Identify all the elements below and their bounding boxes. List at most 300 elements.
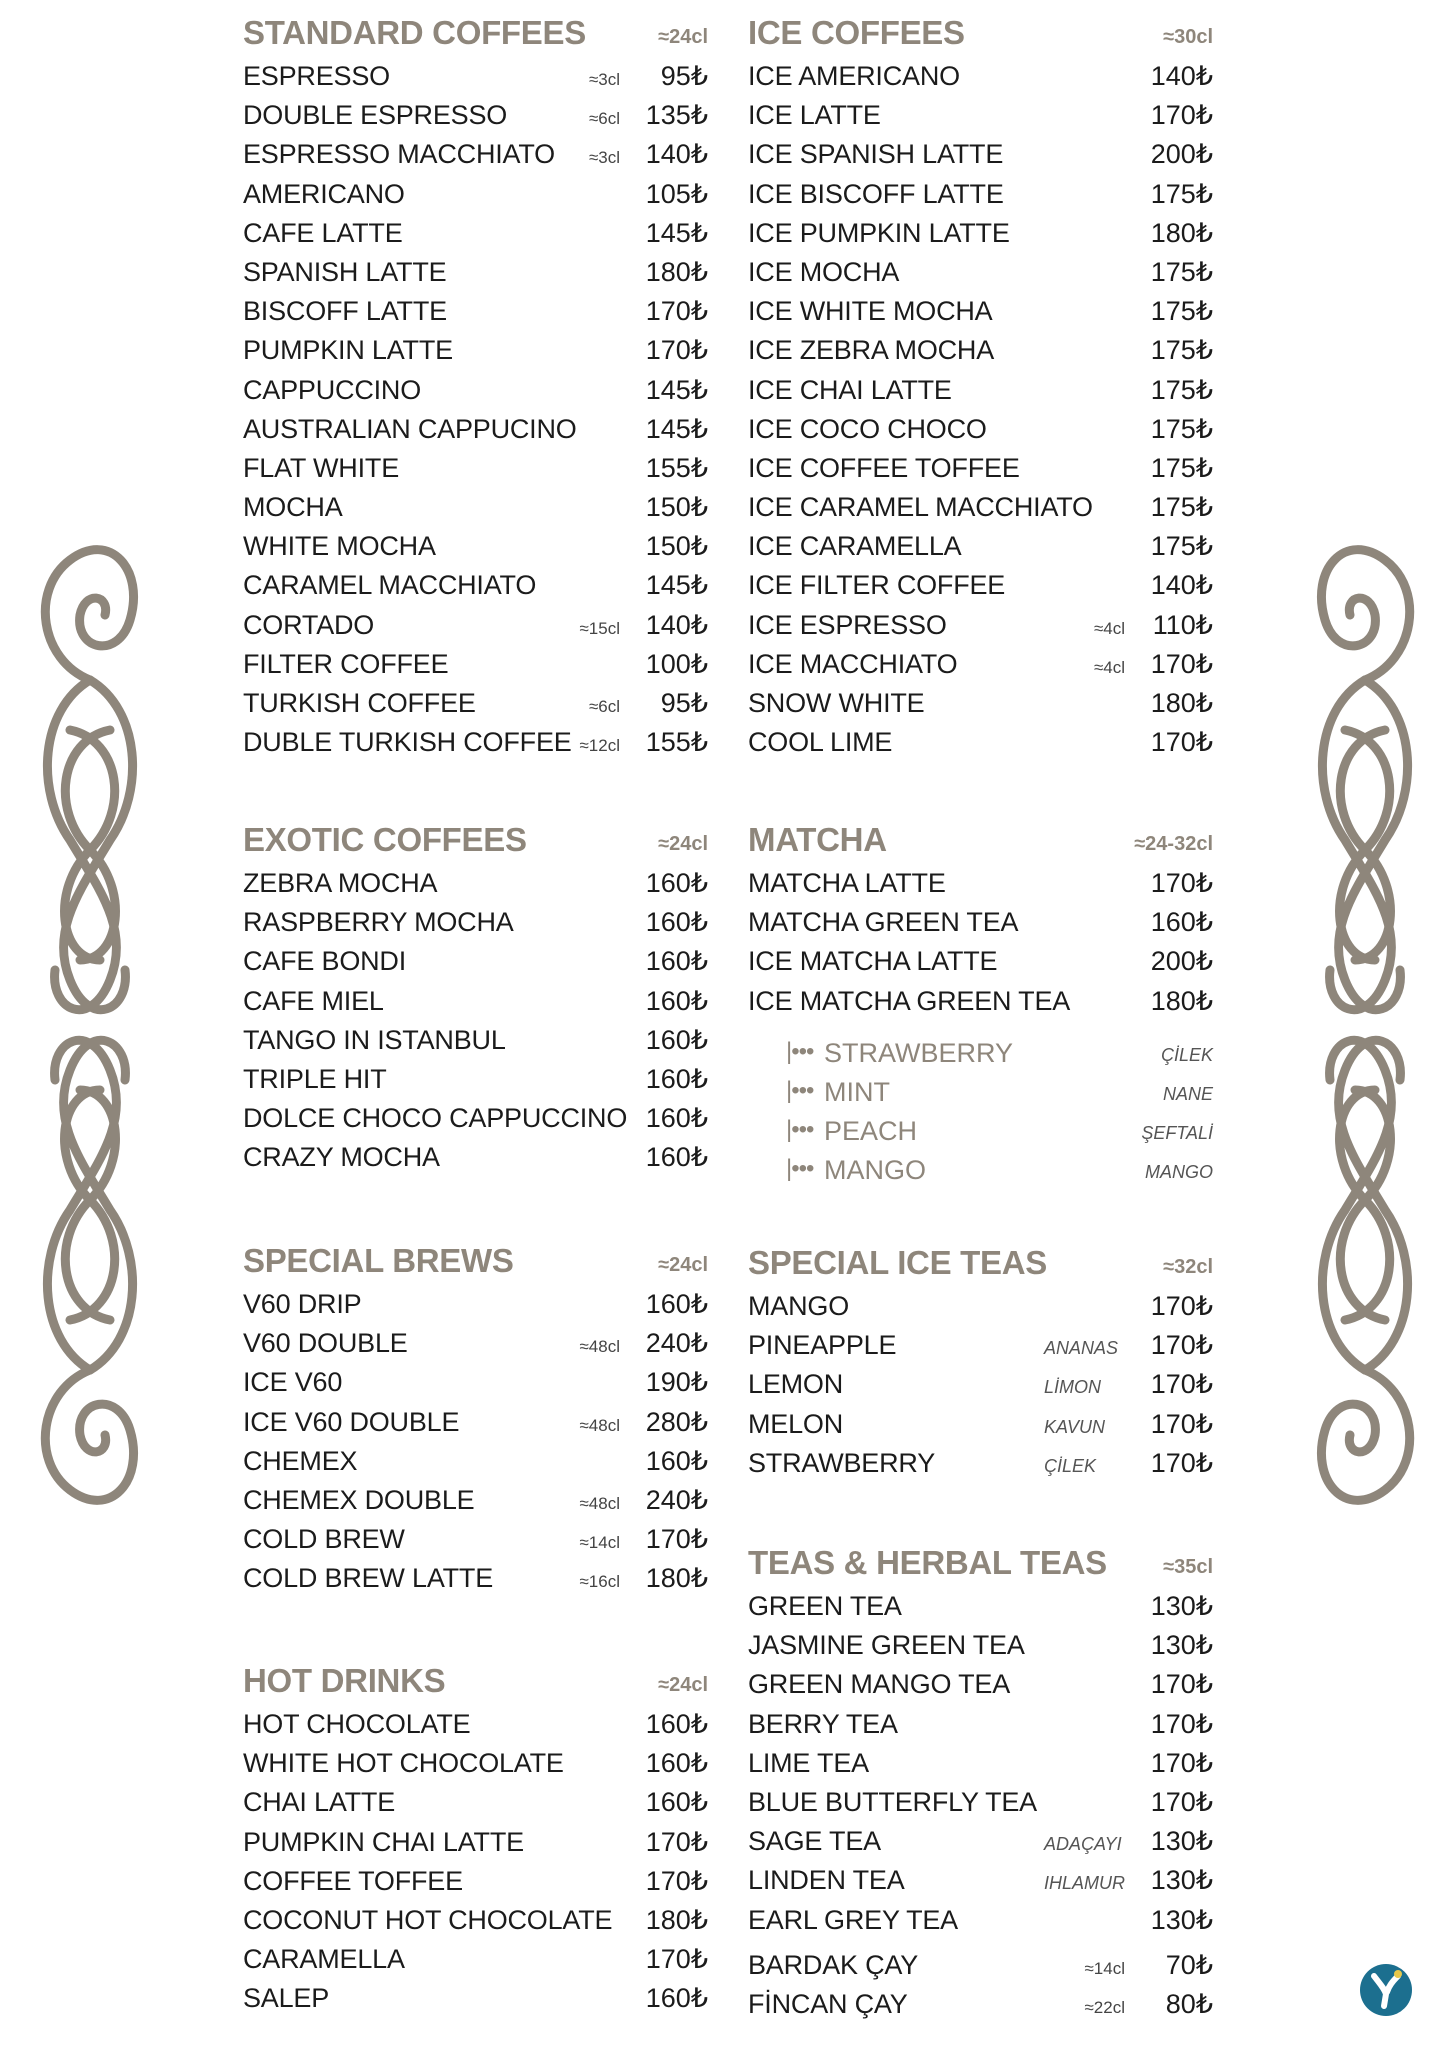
item-name: ICE COCO CHOCO: [748, 413, 987, 444]
item-price: 110₺: [1152, 609, 1213, 640]
item-volume: ≈16cl: [579, 1572, 620, 1592]
menu-item: [243, 252, 708, 291]
item-name: ICE WHITE MOCHA: [748, 296, 993, 327]
menu-item: [748, 252, 1213, 291]
item-volume: ≈48cl: [579, 1337, 620, 1357]
item-price: 240₺: [645, 1328, 708, 1359]
item-price: 160₺: [645, 907, 708, 938]
item-price: 175₺: [1150, 256, 1213, 287]
item-price: 130₺: [1150, 1865, 1213, 1896]
item-volume: ≈4cl: [1093, 657, 1125, 677]
item-price: 180₺: [1150, 688, 1213, 718]
item-name: ICE V60 DOUBLE: [243, 1406, 460, 1437]
menu-item: [748, 1625, 1213, 1664]
item-name: MANGO: [748, 1291, 850, 1321]
menu-item: [243, 1519, 708, 1558]
item-volume: ≈14cl: [1084, 1958, 1125, 1978]
menu-item: [748, 1325, 1213, 1364]
item-name: CAFE BONDI: [243, 946, 407, 977]
menu-item: [748, 487, 1213, 526]
item-price: 80₺: [1165, 1988, 1213, 2019]
menu-item: [748, 1664, 1213, 1703]
menu-item: [243, 1978, 708, 2017]
menu-item: [748, 1860, 1213, 1899]
menu-item: [243, 1059, 708, 1098]
flavor-item: [786, 1032, 1213, 1071]
item-price: 140₺: [1150, 61, 1213, 91]
menu-item: [243, 487, 708, 526]
item-name: CARAMELLA: [243, 1944, 405, 1975]
item-name: EARL GREY TEA: [748, 1904, 958, 1935]
item-price: 130₺: [1150, 1826, 1213, 1857]
item-alt-name: IHLAMUR: [1044, 1873, 1126, 1894]
item-name: CAPPUCCINO: [243, 374, 422, 405]
item-price: 150₺: [645, 492, 708, 523]
item-name: HOT CHOCOLATE: [243, 1709, 471, 1739]
item-name: COFFEE TOFFEE: [243, 1865, 463, 1896]
menu-item: [243, 1020, 708, 1059]
item-name: ESPRESSO MACCHIATO: [243, 139, 555, 170]
menu-item: [748, 291, 1213, 330]
item-name: TANGO IN ISTANBUL: [243, 1024, 506, 1055]
item-price: 170₺: [1150, 868, 1213, 898]
flavor-name: |••• MINT: [824, 1077, 890, 1108]
item-price: 180₺: [1150, 217, 1213, 248]
section-title: STANDARD COFFEES: [243, 14, 586, 51]
item-name: CHAI LATTE: [243, 1787, 396, 1818]
section-volume: ≈32cl: [1163, 1256, 1213, 1278]
menu-item-list: [243, 863, 708, 1177]
item-volume: ≈12cl: [579, 736, 620, 756]
flavor-alt-name: ÇİLEK: [1160, 1044, 1213, 1065]
item-name: CARAMEL MACCHIATO: [243, 570, 537, 601]
item-name: COOL LIME: [748, 727, 893, 758]
menu-item: [243, 565, 708, 604]
menu-item: [243, 1480, 708, 1519]
item-price: 170₺: [1150, 648, 1213, 679]
right-column: [748, 0, 1213, 2019]
item-name: V60 DRIP: [243, 1289, 362, 1319]
item-volume: ≈4cl: [1093, 618, 1125, 638]
section-ice-coffees: [748, 0, 1213, 761]
item-price: 160₺: [645, 868, 708, 898]
item-price: 155₺: [645, 727, 708, 758]
menu-item: [243, 1558, 708, 1597]
item-price: 135₺: [645, 100, 708, 131]
item-name: V60 DOUBLE: [243, 1328, 408, 1359]
menu-item: [748, 448, 1213, 487]
menu-item: [243, 1704, 708, 1743]
section-hot-drinks: [243, 1648, 708, 2018]
item-price: 160₺: [645, 1103, 708, 1134]
item-price: 95₺: [660, 61, 708, 91]
section-volume: ≈24cl: [658, 1674, 708, 1696]
item-name: LINDEN TEA: [748, 1865, 905, 1896]
item-name: ICE FILTER COFFEE: [748, 570, 1006, 601]
item-price: 170₺: [1150, 1447, 1213, 1478]
item-price: 155₺: [645, 452, 708, 483]
item-name: FILTER COFFEE: [243, 648, 449, 679]
item-name: JASMINE GREEN TEA: [748, 1630, 1025, 1661]
item-price: 145₺: [645, 217, 708, 248]
menu-item: [243, 1822, 708, 1861]
item-name: DOUBLE ESPRESSO: [243, 100, 508, 131]
swirl-ornament-icon: [1305, 510, 1425, 1540]
section-volume: ≈35cl: [1163, 1556, 1213, 1578]
item-name: PINEAPPLE: [748, 1330, 897, 1361]
menu-item: [243, 95, 708, 134]
menu-item: [243, 56, 708, 95]
item-name: ICE AMERICANO: [748, 61, 960, 91]
item-price: 105₺: [645, 178, 708, 209]
flavor-name: |••• STRAWBERRY: [824, 1038, 1013, 1069]
section-exotic-coffees: [243, 807, 708, 1177]
item-volume: ≈48cl: [579, 1415, 620, 1435]
flavor-name: |••• MANGO: [824, 1155, 926, 1186]
item-name: COLD BREW: [243, 1524, 405, 1555]
menu-item: [243, 605, 708, 644]
item-name: RASPBERRY MOCHA: [243, 907, 514, 938]
menu-item: [243, 1323, 708, 1362]
item-volume: ≈3cl: [588, 70, 620, 89]
item-name: ICE CARAMELLA: [748, 531, 962, 562]
menu-item: [243, 981, 708, 1020]
menu-item: [748, 134, 1213, 173]
item-price: 200₺: [1150, 946, 1213, 977]
menu-item: [243, 330, 708, 369]
menu-item: [748, 1782, 1213, 1821]
item-name: BARDAK ÇAY: [748, 1949, 919, 1980]
item-name: CRAZY MOCHA: [243, 1142, 440, 1173]
menu-item: [748, 213, 1213, 252]
menu-item: [748, 941, 1213, 980]
item-name: ICE LATTE: [748, 100, 881, 131]
item-volume: ≈6cl: [588, 697, 620, 716]
item-name: MATCHA LATTE: [748, 868, 946, 898]
item-name: COCONUT HOT CHOCOLATE: [243, 1904, 613, 1935]
section-teas: [748, 1530, 1213, 2023]
item-name: ICE PUMPKIN LATTE: [748, 217, 1010, 248]
item-name: SPANISH LATTE: [243, 256, 447, 287]
section-title: SPECIAL BREWS: [243, 1242, 514, 1279]
item-volume: ≈14cl: [579, 1533, 620, 1553]
item-price: 170₺: [1150, 1669, 1213, 1700]
menu-item: [748, 565, 1213, 604]
item-price: 130₺: [1150, 1630, 1213, 1661]
item-name: SALEP: [243, 1983, 330, 2014]
menu-item: [748, 605, 1213, 644]
item-price: 140₺: [645, 609, 708, 640]
menu-item: [243, 1900, 708, 1939]
item-name: LIME TEA: [748, 1747, 869, 1778]
section-volume: ≈24-32cl: [1134, 833, 1213, 855]
menu-item: [243, 722, 708, 761]
item-name: COLD BREW LATTE: [243, 1563, 494, 1594]
item-price: 175₺: [1150, 492, 1213, 523]
flavor-item: [786, 1071, 1213, 1110]
menu-item: [748, 722, 1213, 761]
item-price: 140₺: [1150, 570, 1213, 601]
menu-item: [748, 526, 1213, 565]
menu-item: [748, 174, 1213, 213]
section-header: [748, 1530, 1213, 1586]
menu-item: [243, 174, 708, 213]
item-price: 150₺: [645, 531, 708, 562]
menu-item: [243, 1284, 708, 1323]
item-name: CHEMEX DOUBLE: [243, 1484, 475, 1515]
item-price: 170₺: [1150, 727, 1213, 758]
item-name: DOLCE CHOCO CAPPUCCINO: [243, 1103, 628, 1134]
item-name: ZEBRA MOCHA: [243, 868, 438, 898]
item-volume: ≈22cl: [1084, 1997, 1125, 2017]
item-name: CHEMEX: [243, 1445, 358, 1476]
item-name: STRAWBERRY: [748, 1447, 936, 1478]
item-name: FLAT WHITE: [243, 452, 400, 483]
item-name: ICE V60: [243, 1367, 343, 1398]
menu-item: [243, 1861, 708, 1900]
menu-item: [243, 644, 708, 683]
menu-item: [748, 1945, 1213, 1984]
item-name: ICE MOCHA: [748, 256, 900, 287]
section-header: [243, 1228, 708, 1284]
item-price: 190₺: [645, 1367, 708, 1398]
item-price: 130₺: [1150, 1904, 1213, 1935]
menu-item: [748, 1404, 1213, 1443]
item-price: 170₺: [1150, 100, 1213, 131]
item-price: 170₺: [645, 1944, 708, 1975]
item-name: BISCOFF LATTE: [243, 296, 447, 327]
left-column: [243, 0, 708, 2014]
section-title: HOT DRINKS: [243, 1662, 446, 1699]
section-volume: ≈24cl: [658, 1254, 708, 1276]
menu-item: [748, 330, 1213, 369]
menu-item: [243, 409, 708, 448]
section-volume: ≈30cl: [1163, 26, 1213, 48]
item-name: BLUE BUTTERFLY TEA: [748, 1786, 1037, 1817]
section-matcha: [748, 807, 1213, 1189]
item-alt-name: ADAÇAYI: [1044, 1834, 1122, 1855]
item-price: 170₺: [645, 335, 708, 366]
item-name: FİNCAN ÇAY: [748, 1988, 908, 2019]
menu-item: [243, 902, 708, 941]
menu-item: [243, 941, 708, 980]
item-name: MOCHA: [243, 492, 343, 523]
item-name: AUSTRALIAN CAPPUCINO: [243, 413, 577, 444]
item-price: 170₺: [1150, 1708, 1213, 1739]
item-name: ICE BISCOFF LATTE: [748, 178, 1004, 209]
menu-item: [748, 1821, 1213, 1860]
item-name: ICE SPANISH LATTE: [748, 139, 1004, 170]
item-name: AMERICANO: [243, 178, 405, 209]
item-price: 145₺: [645, 413, 708, 444]
item-name: GREEN MANGO TEA: [748, 1669, 1011, 1700]
item-price: 180₺: [645, 1904, 708, 1935]
menu-item: [243, 526, 708, 565]
section-header: [243, 0, 708, 56]
item-price: 175₺: [1150, 374, 1213, 405]
item-name: SNOW WHITE: [748, 688, 925, 718]
item-name: WHITE MOCHA: [243, 531, 436, 562]
menu-item-list: [748, 863, 1213, 1020]
menu-item: [243, 1402, 708, 1441]
item-price: 170₺: [1150, 1747, 1213, 1778]
item-price: 160₺: [645, 946, 708, 977]
flavor-alt-name: NANE: [1162, 1083, 1213, 1104]
item-name: ICE CHAI LATTE: [748, 374, 952, 405]
matcha-flavor-list: [786, 1032, 1213, 1189]
item-name: DUBLE TURKISH COFFEE: [243, 727, 572, 758]
menu-item: [243, 1441, 708, 1480]
item-price: 175₺: [1150, 296, 1213, 327]
section-volume: ≈24cl: [658, 833, 708, 855]
item-price: 180₺: [645, 256, 708, 287]
item-name: GREEN TEA: [748, 1591, 902, 1621]
menu-item: [243, 291, 708, 330]
menu-item: [748, 370, 1213, 409]
item-name: ICE MATCHA LATTE: [748, 946, 998, 977]
flavor-name: |••• PEACH: [824, 1116, 917, 1147]
menu-item: [243, 863, 708, 902]
item-price: 170₺: [645, 1524, 708, 1555]
item-price: 160₺: [645, 1748, 708, 1779]
section-title: MATCHA: [748, 821, 887, 858]
section-header: [243, 807, 708, 863]
item-name: ICE COFFEE TOFFEE: [748, 452, 1020, 483]
item-name: CAFE MIEL: [243, 985, 384, 1016]
item-price: 160₺: [645, 1787, 708, 1818]
item-name: ICE ESPRESSO: [748, 609, 947, 640]
item-name: BERRY TEA: [748, 1708, 898, 1739]
item-price: 160₺: [645, 1709, 708, 1739]
menu-item: [243, 1743, 708, 1782]
item-volume: ≈15cl: [579, 618, 620, 638]
item-price: 175₺: [1150, 452, 1213, 483]
item-price: 160₺: [1150, 907, 1213, 938]
item-price: 140₺: [645, 139, 708, 170]
flavor-item: [786, 1149, 1213, 1188]
menu-item: [748, 644, 1213, 683]
item-price: 70₺: [1165, 1949, 1213, 1980]
menu-item: [748, 95, 1213, 134]
menu-item-list: [748, 1945, 1213, 2023]
item-price: 175₺: [1150, 531, 1213, 562]
section-title: TEAS & HERBAL TEAS: [748, 1544, 1107, 1581]
menu-item: [243, 1939, 708, 1978]
menu-item: [748, 1704, 1213, 1743]
menu-item: [748, 1900, 1213, 1939]
item-name: ICE ZEBRA MOCHA: [748, 335, 995, 366]
item-name: MELON: [748, 1408, 844, 1439]
item-name: ICE MACCHIATO: [748, 648, 958, 679]
item-price: 160₺: [645, 1142, 708, 1173]
section-standard-coffees: [243, 0, 708, 761]
item-price: 145₺: [645, 374, 708, 405]
menu-item: [748, 1586, 1213, 1625]
item-volume: ≈6cl: [588, 109, 620, 129]
item-name: ESPRESSO: [243, 61, 390, 91]
menu-item: [748, 1286, 1213, 1325]
item-price: 170₺: [645, 296, 708, 327]
menu-item: [243, 1362, 708, 1401]
item-price: 160₺: [645, 1063, 708, 1094]
menu-item-list: [243, 56, 708, 761]
item-price: 180₺: [1150, 985, 1213, 1016]
item-volume: ≈48cl: [579, 1493, 620, 1513]
section-title: ICE COFFEES: [748, 14, 965, 51]
item-price: 170₺: [1150, 1330, 1213, 1361]
item-price: 175₺: [1150, 413, 1213, 444]
item-name: ICE MATCHA GREEN TEA: [748, 985, 1071, 1016]
item-name: LEMON: [748, 1369, 844, 1400]
menu-item-list: [748, 56, 1213, 761]
item-alt-name: ANANAS: [1044, 1338, 1119, 1359]
flavor-alt-name: MANGO: [1144, 1162, 1213, 1183]
menu-item: [243, 1782, 708, 1821]
menu-item: [243, 134, 708, 173]
item-name: WHITE HOT CHOCOLATE: [243, 1748, 564, 1779]
menu-item: [748, 902, 1213, 941]
item-price: 100₺: [645, 648, 708, 679]
item-price: 170₺: [1150, 1408, 1213, 1439]
menu-item: [748, 409, 1213, 448]
section-special-brews: [243, 1228, 708, 1598]
item-price: 170₺: [645, 1865, 708, 1896]
section-header: [243, 1648, 708, 1704]
item-price: 160₺: [645, 1445, 708, 1476]
menu-item: [748, 1364, 1213, 1403]
section-header: [748, 807, 1213, 863]
item-alt-name: KAVUN: [1044, 1416, 1106, 1437]
section-header: [748, 1230, 1213, 1286]
item-price: 280₺: [645, 1406, 708, 1437]
item-price: 180₺: [645, 1563, 708, 1594]
item-price: 175₺: [1150, 335, 1213, 366]
menu-item-list: [748, 1586, 1213, 1939]
menu-item: [748, 1443, 1213, 1482]
item-name: CORTADO: [243, 609, 375, 640]
menu-item-list: [748, 1286, 1213, 1482]
item-name: SAGE TEA: [748, 1826, 881, 1857]
menu-item: [748, 981, 1213, 1020]
item-name: MATCHA GREEN TEA: [748, 907, 1019, 938]
item-price: 160₺: [645, 1289, 708, 1319]
item-name: TRIPLE HIT: [243, 1063, 387, 1094]
menu-item-list: [243, 1704, 708, 2018]
brand-logo-icon: [1358, 1962, 1414, 2018]
menu-item: [243, 213, 708, 252]
item-name: PUMPKIN CHAI LATTE: [243, 1826, 524, 1857]
section-volume: ≈24cl: [658, 26, 708, 48]
menu-item: [243, 683, 708, 722]
item-price: 160₺: [645, 1024, 708, 1055]
flavor-alt-name: ŞEFTALİ: [1141, 1123, 1213, 1144]
swirl-ornament-icon: [30, 510, 150, 1540]
item-alt-name: ÇİLEK: [1044, 1455, 1097, 1476]
menu-item: [243, 1137, 708, 1176]
menu-item-list: [243, 1284, 708, 1598]
item-name: ICE CARAMEL MACCHIATO: [748, 492, 1093, 523]
item-price: 240₺: [645, 1484, 708, 1515]
item-price: 170₺: [1150, 1786, 1213, 1817]
menu-item: [243, 1098, 708, 1137]
section-title: SPECIAL ICE TEAS: [748, 1244, 1047, 1281]
item-price: 160₺: [645, 1983, 708, 2014]
menu-item: [748, 683, 1213, 722]
item-price: 95₺: [660, 688, 708, 718]
section-special-ice-teas: [748, 1230, 1213, 1482]
section-header: [748, 0, 1213, 56]
item-name: TURKISH COFFEE: [243, 688, 476, 718]
